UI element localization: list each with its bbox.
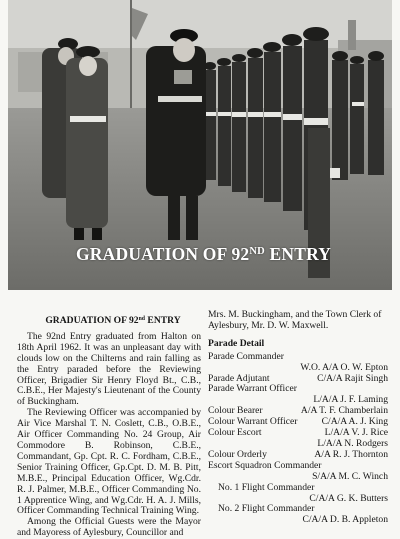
- parade-warrant-officer-value: L/A/A J. F. Laming: [313, 394, 388, 406]
- colour-warrant-officer-value: C/A/A A. J. King: [321, 416, 388, 428]
- colour-bearer-label: Colour Bearer: [208, 405, 263, 417]
- article-title-main: GRADUATION OF 92: [45, 315, 139, 326]
- parade-photograph: [8, 0, 392, 290]
- flight-2-commander-value: C/A/A D. B. Appleton: [302, 514, 388, 526]
- article-title-ordinal: nd: [138, 315, 146, 322]
- photo-caption-tail: ENTRY: [264, 244, 332, 264]
- article-paragraph: The 92nd Entry graduated from Halton on 18th April 1962. It was an unpleasant day with clouds low on the Chilterns and rain falling as the Entry paraded before the Reviewing Officer, Brigadier Sir Henry Floyd Bt., C.B., C.B.E., Her Majesty's Lieutenant of the County of Buckingham.: [17, 330, 201, 408]
- photo-caption-title: [76, 244, 331, 265]
- colour-escort-value: L/A/A N. Rodgers: [317, 437, 388, 449]
- article-title: [25, 316, 201, 327]
- flight-1-commander-label: No. 1 Flight Commander: [218, 481, 315, 493]
- article-continuation: Mrs. M. Buckingham, and the Town Clerk of Aylesbury, Mr. D. W. Maxwell.: [208, 309, 382, 331]
- photo-caption-ordinal: ND: [249, 246, 265, 258]
- parade-commander-label: Parade Commander: [208, 350, 284, 362]
- colour-warrant-officer-label: Colour Warrant Officer: [208, 416, 298, 428]
- parade-adjutant-value: C/A/A Rajit Singh: [317, 372, 388, 384]
- colour-orderly-value: A/A R. J. Thornton: [314, 448, 388, 460]
- photo-caption-main: GRADUATION OF 92: [76, 244, 250, 264]
- parade-detail-title: Parade Detail: [208, 337, 265, 349]
- flight-1-commander-value: C/A/A G. K. Butters: [309, 492, 388, 504]
- parade-warrant-officer-label: Parade Warrant Officer: [208, 383, 297, 395]
- escort-squadron-commander-label: Escort Squadron Commander: [208, 459, 322, 471]
- parade-commander-value: W.O. A/A O. W. Epton: [300, 361, 388, 373]
- parade-adjutant-label: Parade Adjutant: [208, 372, 270, 384]
- article-paragraph: Among the Official Guests were the Mayor and Mayoress of Aylesbury, Councillor and: [17, 516, 201, 539]
- colour-bearer-value: A/A T. F. Chamberlain: [300, 405, 388, 417]
- escort-squadron-commander-value: S/A/A M. C. Winch: [312, 470, 388, 482]
- flight-2-commander-label: No. 2 Flight Commander: [218, 503, 315, 515]
- colour-orderly-label: Colour Orderly: [208, 448, 267, 460]
- colour-escort-label: Colour Escort: [208, 427, 262, 439]
- article-paragraph: The Reviewing Officer was accompanied by Air Vice Marshal T. N. Coslett, C.B., O.B.E., Air Officer Commanding No. 24 Group, Air Commodore B. Robinson, C.B.E., Commandant, Gp. Cpt. R. C. Fordham, C.B.E., Senior Training Officer, Gp.Cpt. D. M. B. Pitt, M.B.E., Principal Education Officer, Wg.Cdr. R. J. Palmer, M.B.E., Officer Commanding No. 1 Apprentice Wing, and Wg.Cdr. H. A. J. Mills, Officer Commanding Technical Training Wing.: [17, 407, 201, 517]
- article-right-column: [208, 310, 388, 526]
- article-title-tail: ENTRY: [145, 315, 181, 326]
- colour-escort-value: L/A/A V. J. Rice: [324, 427, 388, 439]
- article-left-column: [17, 316, 201, 539]
